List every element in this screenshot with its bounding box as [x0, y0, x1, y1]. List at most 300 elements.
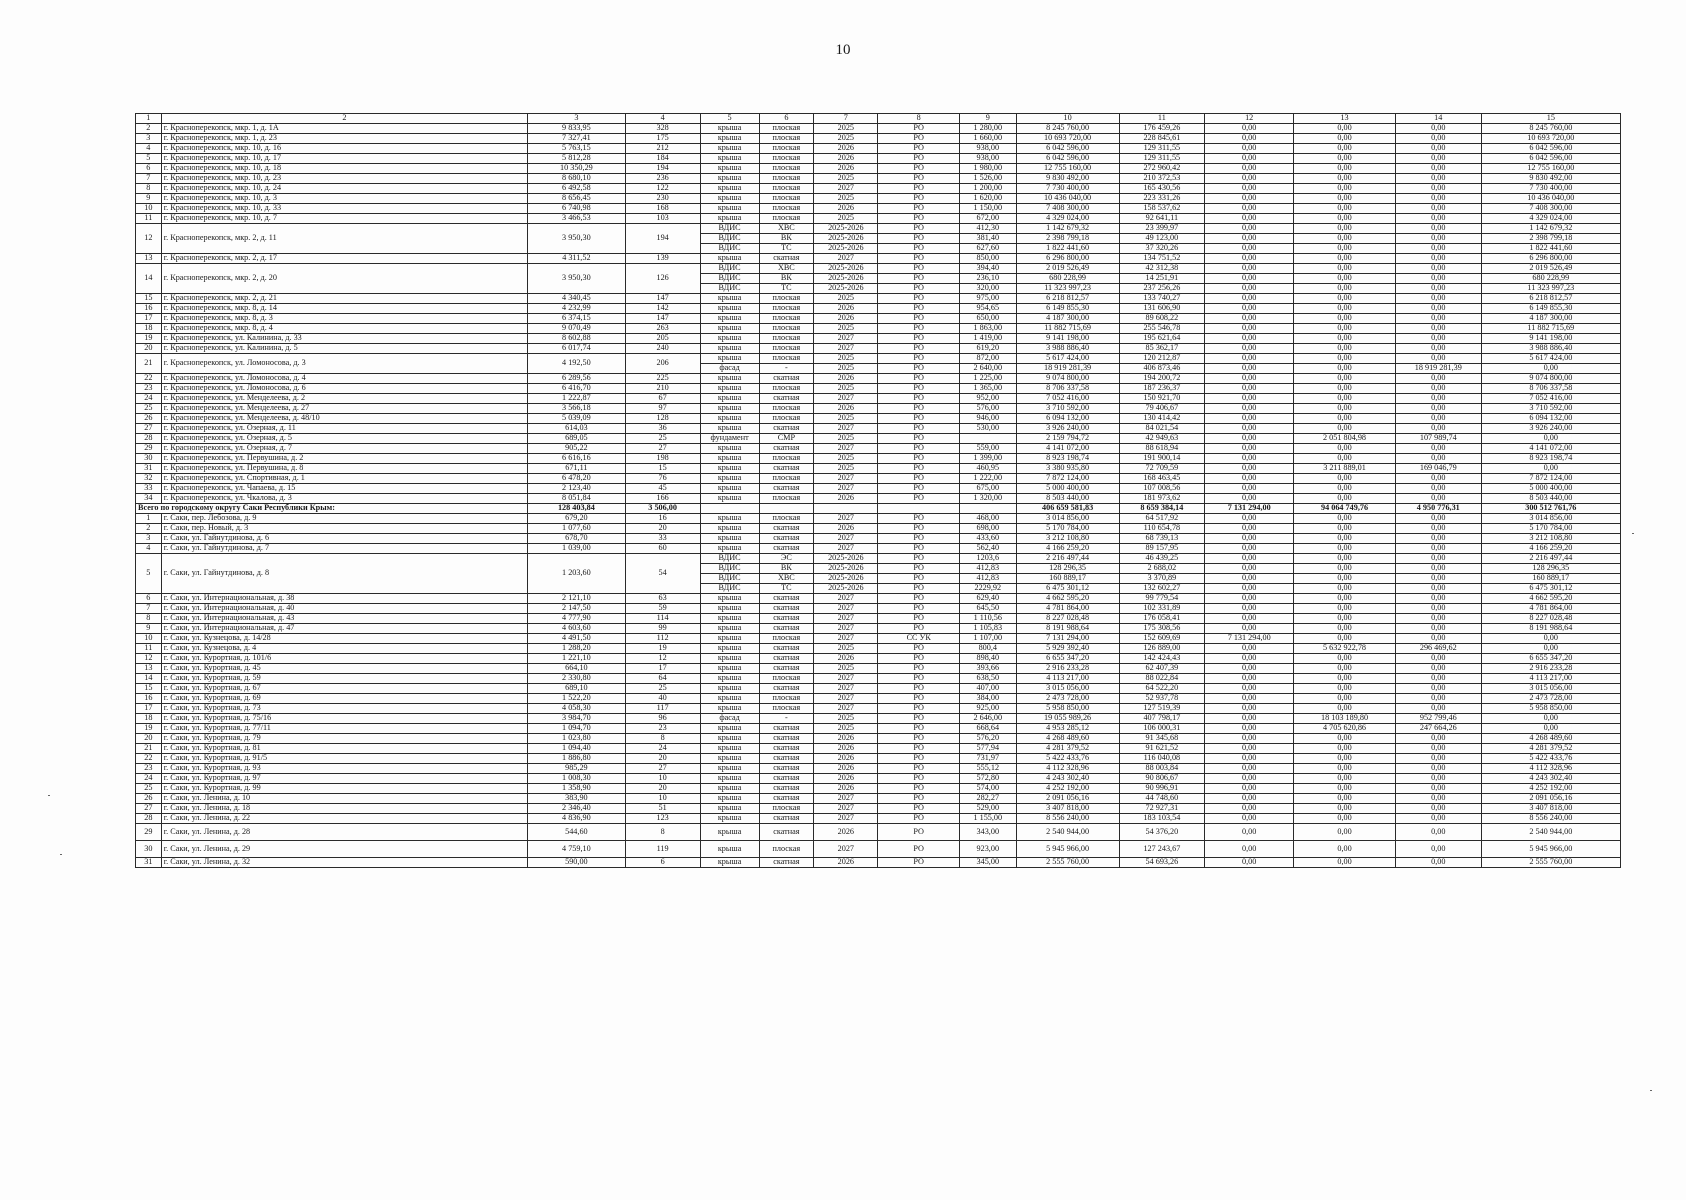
quantity-cell: 975,00: [959, 294, 1016, 304]
address-cell: г. Саки, ул. Гайнутдинова, д. 6: [161, 534, 527, 544]
total-cost-cell: 4 781 864,00: [1016, 604, 1119, 614]
quantity-cell: 1 110,56: [959, 614, 1016, 624]
work-type-cell: крыша: [700, 344, 759, 354]
address-cell: г. Красноперекопск, ул. Первушина, д. 8: [161, 464, 527, 474]
area-cell: 9 833,95: [528, 124, 626, 134]
cost-col-13-cell: 0,00: [1294, 474, 1396, 484]
work-subtype-cell: плоская: [759, 404, 814, 414]
cost-col-12-cell: 0,00: [1205, 704, 1294, 714]
cost-col-12-cell: 0,00: [1205, 804, 1294, 814]
address-cell: г. Красноперекопск, ул. Озерная, д. 7: [161, 444, 527, 454]
work-type-cell: крыша: [700, 414, 759, 424]
quantity-cell: 1 222,00: [959, 474, 1016, 484]
table-row: [136, 154, 1621, 164]
table-row: [136, 384, 1621, 394]
cost-col-13-cell: 0,00: [1294, 124, 1396, 134]
table-row: [136, 294, 1621, 304]
row-number: 23: [136, 384, 162, 394]
residents-cell: 10: [625, 794, 700, 804]
cost-col-13-cell: 0,00: [1294, 734, 1396, 744]
area-cell: 689,05: [528, 434, 626, 444]
subtotal-cost: 94 064 749,76: [1294, 504, 1396, 514]
work-subtype-cell: ХВС: [759, 574, 814, 584]
work-subtype-cell: скатная: [759, 524, 814, 534]
specific-cost-cell: 54 693,26: [1119, 858, 1205, 868]
work-subtype-cell: плоская: [759, 634, 814, 644]
work-years-cell: 2027: [814, 604, 878, 614]
cost-col-12-cell: 0,00: [1205, 714, 1294, 724]
cost-col-13-cell: 0,00: [1294, 414, 1396, 424]
work-subtype-cell: СМР: [759, 434, 814, 444]
funding-method-cell: РО: [878, 804, 959, 814]
total-cost-cell: 4 281 379,52: [1016, 744, 1119, 754]
residents-cell: 6: [625, 858, 700, 868]
area-cell: 1 077,60: [528, 524, 626, 534]
work-subtype-cell: скатная: [759, 614, 814, 624]
funding-method-cell: РО: [878, 154, 959, 164]
total-cost-cell: 2 019 526,49: [1016, 264, 1119, 274]
funding-method-cell: РО: [878, 774, 959, 784]
quantity-cell: 1 150,00: [959, 204, 1016, 214]
total-cost-cell: 6 475 301,12: [1016, 584, 1119, 594]
table-row: [136, 334, 1621, 344]
cost-col-13-cell: 0,00: [1294, 804, 1396, 814]
total-cost-cell: 8 191 988,64: [1016, 624, 1119, 634]
funding-method-cell: РО: [878, 514, 959, 524]
area-cell: 1 023,80: [528, 734, 626, 744]
work-type-cell: крыша: [700, 324, 759, 334]
row-number: 16: [136, 304, 162, 314]
address-cell: г. Саки, ул. Гайнутдинова, д. 8: [161, 554, 527, 594]
cost-col-13-cell: 2 051 804,98: [1294, 434, 1396, 444]
quantity-cell: 1 107,00: [959, 634, 1016, 644]
cost-col-13-cell: 0,00: [1294, 514, 1396, 524]
work-subtype-cell: скатная: [759, 794, 814, 804]
residents-cell: 198: [625, 454, 700, 464]
funding-method-cell: РО: [878, 174, 959, 184]
cost-col-12-cell: 7 131 294,00: [1205, 634, 1294, 644]
address-cell: г. Красноперекопск, мкр. 10, д. 3: [161, 194, 527, 204]
specific-cost-cell: 23 399,97: [1119, 224, 1205, 234]
table-row: [136, 734, 1621, 744]
cost-col-14-cell: 0,00: [1395, 514, 1481, 524]
funding-method-cell: РО: [878, 134, 959, 144]
funding-method-cell: РО: [878, 204, 959, 214]
specific-cost-cell: 72 927,31: [1119, 804, 1205, 814]
specific-cost-cell: 99 779,54: [1119, 594, 1205, 604]
residents-cell: 16: [625, 514, 700, 524]
work-type-cell: крыша: [700, 664, 759, 674]
cost-col-12-cell: 0,00: [1205, 784, 1294, 794]
row-number: 34: [136, 494, 162, 504]
funding-method-cell: РО: [878, 404, 959, 414]
cost-col-13-cell: 0,00: [1294, 194, 1396, 204]
work-years-cell: 2026: [814, 144, 878, 154]
total-cost-cell: 4 112 328,96: [1016, 764, 1119, 774]
cost-col-14-cell: 0,00: [1395, 674, 1481, 684]
address-cell: г. Красноперекопск, мкр. 10, д. 17: [161, 154, 527, 164]
quantity-cell: 1 620,00: [959, 194, 1016, 204]
funding-method-cell: РО: [878, 334, 959, 344]
funding-method-cell: РО: [878, 124, 959, 134]
row-number: 18: [136, 714, 162, 724]
cost-col-12-cell: 0,00: [1205, 204, 1294, 214]
work-type-cell: крыша: [700, 384, 759, 394]
cost-col-13-cell: 0,00: [1294, 664, 1396, 674]
cost-col-15-cell: 680 228,99: [1481, 274, 1620, 284]
cost-col-13-cell: 0,00: [1294, 574, 1396, 584]
row-number: 22: [136, 754, 162, 764]
specific-cost-cell: 54 376,20: [1119, 824, 1205, 841]
residents-cell: 8: [625, 824, 700, 841]
residents-cell: 20: [625, 784, 700, 794]
work-type-cell: крыша: [700, 858, 759, 868]
work-type-cell: крыша: [700, 164, 759, 174]
address-cell: г. Красноперекопск, ул. Озерная, д. 5: [161, 434, 527, 444]
funding-method-cell: РО: [878, 234, 959, 244]
row-number: 26: [136, 794, 162, 804]
area-cell: 905,22: [528, 444, 626, 454]
cost-col-14-cell: 0,00: [1395, 254, 1481, 264]
work-type-cell: крыша: [700, 674, 759, 684]
quantity-cell: 923,00: [959, 841, 1016, 858]
cost-col-13-cell: 0,00: [1294, 324, 1396, 334]
residents-cell: 20: [625, 524, 700, 534]
funding-method-cell: РО: [878, 444, 959, 454]
total-cost-cell: 2 555 760,00: [1016, 858, 1119, 868]
address-cell: г. Саки, ул. Курортная, д. 69: [161, 694, 527, 704]
cost-col-12-cell: 0,00: [1205, 814, 1294, 824]
scan-speck: [60, 854, 62, 855]
specific-cost-cell: 165 430,56: [1119, 184, 1205, 194]
cost-col-12-cell: 0,00: [1205, 354, 1294, 364]
work-type-cell: крыша: [700, 514, 759, 524]
column-number: 12: [1205, 114, 1294, 124]
cost-col-12-cell: 0,00: [1205, 644, 1294, 654]
specific-cost-cell: 89 157,95: [1119, 544, 1205, 554]
specific-cost-cell: 91 621,52: [1119, 744, 1205, 754]
area-cell: 1 222,87: [528, 394, 626, 404]
cost-col-15-cell: 7 730 400,00: [1481, 184, 1620, 194]
table-row: [136, 254, 1621, 264]
funding-method-cell: РО: [878, 858, 959, 868]
area-cell: 3 950,30: [528, 224, 626, 254]
table-row: [136, 824, 1621, 841]
specific-cost-cell: 44 748,60: [1119, 794, 1205, 804]
residents-cell: 263: [625, 324, 700, 334]
column-number: 7: [814, 114, 878, 124]
table-row: [136, 324, 1621, 334]
cost-col-14-cell: 0,00: [1395, 858, 1481, 868]
address-cell: г. Саки, ул. Курортная, д. 75/16: [161, 714, 527, 724]
subtotal-area: 128 403,84: [528, 504, 626, 514]
work-subtype-cell: плоская: [759, 674, 814, 684]
specific-cost-cell: 3 370,89: [1119, 574, 1205, 584]
quantity-cell: 559,00: [959, 444, 1016, 454]
work-years-cell: 2027: [814, 704, 878, 714]
total-cost-cell: 6 042 596,00: [1016, 144, 1119, 154]
work-subtype-cell: ТС: [759, 284, 814, 294]
area-cell: 4 836,90: [528, 814, 626, 824]
residents-cell: 139: [625, 254, 700, 264]
cost-col-13-cell: 0,00: [1294, 524, 1396, 534]
cost-col-15-cell: 9 830 492,00: [1481, 174, 1620, 184]
work-years-cell: 2027: [814, 484, 878, 494]
specific-cost-cell: 64 517,92: [1119, 514, 1205, 524]
work-type-cell: крыша: [700, 534, 759, 544]
cost-col-13-cell: 5 632 922,78: [1294, 644, 1396, 654]
cost-col-13-cell: 0,00: [1294, 814, 1396, 824]
specific-cost-cell: 92 641,11: [1119, 214, 1205, 224]
quantity-cell: 412,83: [959, 564, 1016, 574]
cost-col-12-cell: 0,00: [1205, 334, 1294, 344]
work-years-cell: 2027: [814, 614, 878, 624]
work-years-cell: 2026: [814, 754, 878, 764]
work-subtype-cell: плоская: [759, 174, 814, 184]
cost-col-15-cell: 11 323 997,23: [1481, 284, 1620, 294]
residents-cell: 112: [625, 634, 700, 644]
work-type-cell: крыша: [700, 134, 759, 144]
quantity-cell: 675,00: [959, 484, 1016, 494]
cost-col-15-cell: 4 268 489,60: [1481, 734, 1620, 744]
table-row: [136, 164, 1621, 174]
specific-cost-cell: 62 407,39: [1119, 664, 1205, 674]
cost-col-15-cell: 0,00: [1481, 434, 1620, 444]
quantity-cell: 731,97: [959, 754, 1016, 764]
cost-col-14-cell: 0,00: [1395, 374, 1481, 384]
cost-col-15-cell: 2 398 799,18: [1481, 234, 1620, 244]
cost-col-15-cell: 6 296 800,00: [1481, 254, 1620, 264]
cost-col-15-cell: 6 042 596,00: [1481, 154, 1620, 164]
work-type-cell: крыша: [700, 304, 759, 314]
cost-col-12-cell: 0,00: [1205, 234, 1294, 244]
work-subtype-cell: скатная: [759, 754, 814, 764]
quantity-cell: 1 155,00: [959, 814, 1016, 824]
table-row: [136, 634, 1621, 644]
total-cost-cell: 4 329 024,00: [1016, 214, 1119, 224]
area-cell: 4 603,60: [528, 624, 626, 634]
row-number: 29: [136, 444, 162, 454]
funding-method-cell: РО: [878, 814, 959, 824]
address-cell: г. Саки, ул. Курортная, д. 99: [161, 784, 527, 794]
quantity-cell: 1 105,83: [959, 624, 1016, 634]
cost-col-14-cell: 0,00: [1395, 284, 1481, 294]
residents-cell: 147: [625, 294, 700, 304]
work-type-cell: крыша: [700, 684, 759, 694]
cost-col-14-cell: 0,00: [1395, 394, 1481, 404]
work-type-cell: ВДИС: [700, 224, 759, 234]
table-row: [136, 794, 1621, 804]
table-row: [136, 214, 1621, 224]
table-row: [136, 744, 1621, 754]
work-subtype-cell: плоская: [759, 294, 814, 304]
area-cell: 6 492,58: [528, 184, 626, 194]
work-years-cell: 2025: [814, 724, 878, 734]
funding-method-cell: РО: [878, 704, 959, 714]
total-cost-cell: 9 074 800,00: [1016, 374, 1119, 384]
cost-col-13-cell: 18 103 189,80: [1294, 714, 1396, 724]
work-subtype-cell: ЭС: [759, 554, 814, 564]
cost-col-15-cell: 2 916 233,28: [1481, 664, 1620, 674]
quantity-cell: 576,20: [959, 734, 1016, 744]
cost-col-14-cell: 0,00: [1395, 841, 1481, 858]
residents-cell: 19: [625, 644, 700, 654]
table-row: [136, 594, 1621, 604]
cost-col-12-cell: 0,00: [1205, 594, 1294, 604]
work-type-cell: ВДИС: [700, 574, 759, 584]
row-number: 24: [136, 774, 162, 784]
work-type-cell: крыша: [700, 204, 759, 214]
residents-cell: 194: [625, 164, 700, 174]
cost-col-14-cell: 0,00: [1395, 664, 1481, 674]
quantity-cell: 381,40: [959, 234, 1016, 244]
area-cell: 3 950,30: [528, 264, 626, 294]
work-subtype-cell: скатная: [759, 784, 814, 794]
quantity-cell: 1 863,00: [959, 324, 1016, 334]
total-cost-cell: 8 227 028,48: [1016, 614, 1119, 624]
work-subtype-cell: плоская: [759, 354, 814, 364]
subtotal-label: Всего по городскому округу Саки Республики Крым:: [136, 504, 528, 514]
cost-col-14-cell: 0,00: [1395, 804, 1481, 814]
work-type-cell: фундамент: [700, 434, 759, 444]
total-cost-cell: 2 398 799,18: [1016, 234, 1119, 244]
quantity-cell: 1 980,00: [959, 164, 1016, 174]
work-type-cell: крыша: [700, 814, 759, 824]
cost-col-15-cell: 5 945 966,00: [1481, 841, 1620, 858]
total-cost-cell: 6 042 596,00: [1016, 154, 1119, 164]
area-cell: 1 522,20: [528, 694, 626, 704]
cost-col-12-cell: 0,00: [1205, 674, 1294, 684]
area-cell: 8 656,45: [528, 194, 626, 204]
cost-col-12-cell: 0,00: [1205, 304, 1294, 314]
funding-method-cell: РО: [878, 374, 959, 384]
work-subtype-cell: скатная: [759, 654, 814, 664]
cost-col-15-cell: 160 889,17: [1481, 574, 1620, 584]
cost-col-12-cell: 0,00: [1205, 824, 1294, 841]
cost-col-14-cell: 0,00: [1395, 594, 1481, 604]
quantity-cell: 1 365,00: [959, 384, 1016, 394]
work-years-cell: 2026: [814, 654, 878, 664]
cost-col-14-cell: 0,00: [1395, 764, 1481, 774]
cost-col-12-cell: 0,00: [1205, 841, 1294, 858]
table-row: [136, 434, 1621, 444]
column-number: 10: [1016, 114, 1119, 124]
work-subtype-cell: скатная: [759, 254, 814, 264]
funding-method-cell: РО: [878, 554, 959, 564]
cost-col-14-cell: 0,00: [1395, 164, 1481, 174]
cost-col-13-cell: 0,00: [1294, 174, 1396, 184]
cost-col-15-cell: 4 329 024,00: [1481, 214, 1620, 224]
quantity-cell: 650,00: [959, 314, 1016, 324]
column-number: 15: [1481, 114, 1620, 124]
table-row: [136, 704, 1621, 714]
specific-cost-cell: 130 414,42: [1119, 414, 1205, 424]
work-years-cell: 2026: [814, 304, 878, 314]
cost-col-14-cell: 0,00: [1395, 544, 1481, 554]
address-cell: г. Саки, ул. Кузнецова, д. 4: [161, 644, 527, 654]
work-years-cell: 2025-2026: [814, 574, 878, 584]
funding-method-cell: РО: [878, 414, 959, 424]
cost-col-12-cell: 0,00: [1205, 374, 1294, 384]
cost-col-14-cell: 0,00: [1395, 454, 1481, 464]
cost-col-12-cell: 0,00: [1205, 404, 1294, 414]
residents-cell: 328: [625, 124, 700, 134]
funding-method-cell: РО: [878, 644, 959, 654]
residents-cell: 114: [625, 614, 700, 624]
subtotal-row: [136, 504, 1621, 514]
residents-cell: 128: [625, 414, 700, 424]
table-row: [136, 684, 1621, 694]
address-cell: г. Саки, ул. Интернациональная, д. 40: [161, 604, 527, 614]
work-years-cell: 2026: [814, 164, 878, 174]
total-cost-cell: 6 218 812,57: [1016, 294, 1119, 304]
funding-method-cell: РО: [878, 294, 959, 304]
cost-col-14-cell: 0,00: [1395, 324, 1481, 334]
cost-col-14-cell: 0,00: [1395, 814, 1481, 824]
address-cell: г. Саки, ул. Ленина, д. 32: [161, 858, 527, 868]
funding-method-cell: РО: [878, 464, 959, 474]
specific-cost-cell: 90 806,67: [1119, 774, 1205, 784]
column-number: 5: [700, 114, 759, 124]
table-row: [136, 194, 1621, 204]
residents-cell: 15: [625, 464, 700, 474]
specific-cost-cell: 255 546,78: [1119, 324, 1205, 334]
cost-col-14-cell: 0,00: [1395, 134, 1481, 144]
table-row: [136, 674, 1621, 684]
address-cell: г. Красноперекопск, ул. Менделеева, д. 48/10: [161, 414, 527, 424]
cost-col-13-cell: 0,00: [1294, 704, 1396, 714]
area-cell: 6 616,16: [528, 454, 626, 464]
quantity-cell: 898,40: [959, 654, 1016, 664]
total-cost-cell: 4 166 259,20: [1016, 544, 1119, 554]
quantity-cell: 576,00: [959, 404, 1016, 414]
table-row: [136, 694, 1621, 704]
total-cost-cell: 8 503 440,00: [1016, 494, 1119, 504]
work-type-cell: крыша: [700, 614, 759, 624]
specific-cost-cell: 42 949,63: [1119, 434, 1205, 444]
funding-method-cell: РО: [878, 354, 959, 364]
row-number: 2: [136, 124, 162, 134]
cost-col-13-cell: 0,00: [1294, 564, 1396, 574]
quantity-cell: 574,00: [959, 784, 1016, 794]
work-type-cell: крыша: [700, 794, 759, 804]
row-number: 12: [136, 654, 162, 664]
total-cost-cell: 5 958 850,00: [1016, 704, 1119, 714]
cost-col-14-cell: 0,00: [1395, 184, 1481, 194]
specific-cost-cell: 89 608,22: [1119, 314, 1205, 324]
cost-col-14-cell: 0,00: [1395, 634, 1481, 644]
total-cost-cell: 18 919 281,39: [1016, 364, 1119, 374]
area-cell: 7 327,41: [528, 134, 626, 144]
work-type-cell: крыша: [700, 184, 759, 194]
cost-col-15-cell: 10 693 720,00: [1481, 134, 1620, 144]
total-cost-cell: 8 245 760,00: [1016, 124, 1119, 134]
row-number: 7: [136, 604, 162, 614]
area-cell: 6 374,15: [528, 314, 626, 324]
total-cost-cell: 19 055 989,26: [1016, 714, 1119, 724]
specific-cost-cell: 106 000,31: [1119, 724, 1205, 734]
specific-cost-cell: 195 621,64: [1119, 334, 1205, 344]
cost-col-15-cell: 4 243 302,40: [1481, 774, 1620, 784]
cost-col-12-cell: 0,00: [1205, 654, 1294, 664]
work-years-cell: 2027: [814, 794, 878, 804]
row-number: 27: [136, 424, 162, 434]
cost-col-15-cell: 1 142 679,32: [1481, 224, 1620, 234]
row-number: 13: [136, 664, 162, 674]
work-subtype-cell: скатная: [759, 484, 814, 494]
address-cell: г. Красноперекопск, ул. Ломоносова, д. 3: [161, 354, 527, 374]
cost-col-13-cell: 0,00: [1294, 694, 1396, 704]
